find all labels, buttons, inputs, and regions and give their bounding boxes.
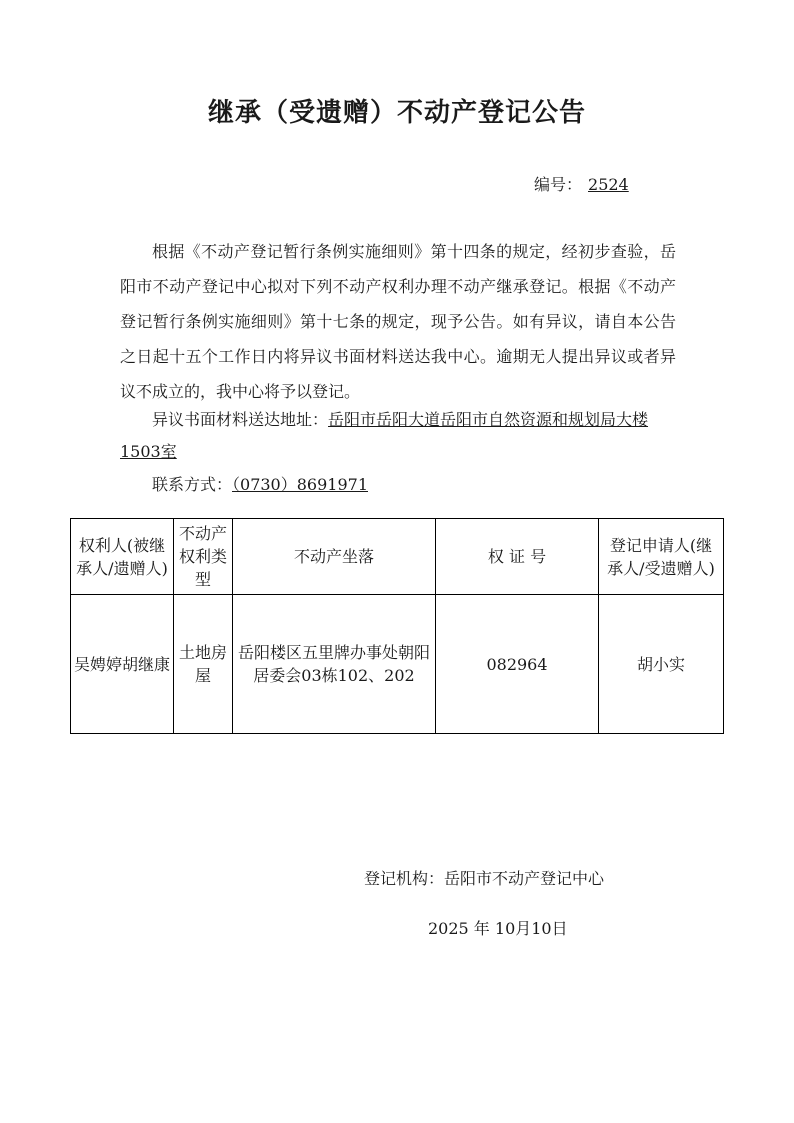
cell-certificate-no: 082964 — [436, 595, 599, 734]
cell-right-type: 土地房屋 — [174, 595, 233, 734]
notice-date: 2025 年 10月10日 — [428, 919, 568, 938]
contact-info — [152, 472, 368, 495]
address-label: 异议书面材料送达地址： — [152, 410, 329, 429]
notice-number — [534, 172, 629, 195]
table-header-row — [71, 519, 724, 595]
number-value: 2524 — [588, 175, 629, 194]
notice-title: 继承（受遗赠）不动产登记公告 — [207, 98, 586, 128]
cell-location: 岳阳楼区五里牌办事处朝阳居委会03栋102、202 — [233, 595, 436, 734]
cell-applicant: 胡小实 — [599, 595, 724, 734]
property-table — [70, 518, 724, 734]
objection-address — [120, 404, 676, 468]
contact-phone: （0730）8691971 — [232, 475, 368, 494]
cell-rights-holder: 吴娉婷胡继康 — [71, 595, 174, 734]
header-right-type: 不动产权利类型 — [174, 519, 233, 595]
table-row — [71, 595, 724, 734]
header-applicant: 登记申请人(继承人/受遗赠人) — [599, 519, 724, 595]
header-location: 不动产坐落 — [233, 519, 436, 595]
notice-body: 根据《不动产登记暂行条例实施细则》第十四条的规定，经初步查验，岳阳市不动产登记中心拟对下列不动产权利办理不动产继承登记。根据《不动产登记暂行条例实施细则》第十七条的规定，现予公告。如有异议，请自本公告之日起十五个工作日内将异议书面材料送达我中心。逾期无人提出异议或者异议不成立的，我中心将予以登记。 — [120, 242, 676, 401]
header-certificate-no: 权 证 号 — [436, 519, 599, 595]
contact-label: 联系方式： — [152, 475, 233, 494]
number-label: 编号： — [534, 175, 583, 194]
header-rights-holder: 权利人(被继承人/遗赠人) — [71, 519, 174, 595]
registration-authority: 登记机构：岳阳市不动产登记中心 — [364, 869, 605, 888]
address-value: 岳阳市岳阳大道岳阳市自然资源和规划局大楼1503室 — [120, 410, 649, 461]
